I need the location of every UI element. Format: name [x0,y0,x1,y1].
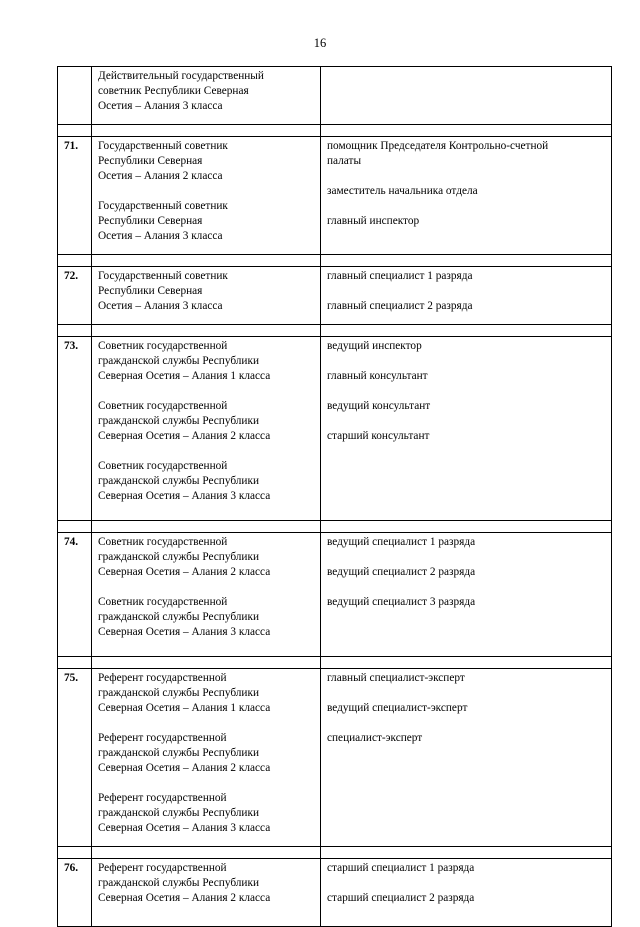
group-spacer [327,580,605,595]
class-rank-line: гражданской службы Республики [98,687,259,699]
position-line: главный специалист 1 разряда [327,270,473,282]
class-rank-line: гражданской службы Республики [98,551,259,563]
group-spacer [98,384,314,399]
position-line: ведущий специалист 2 разряда [327,566,476,578]
class-rank-line: Действительный государственный [98,70,264,82]
group-spacer [327,284,605,299]
table-row [58,669,612,847]
class-rank [98,139,314,184]
class-rank-line: Республики Северная [98,155,203,167]
group-spacer [327,169,605,184]
separator-cell [58,657,92,669]
position [327,269,605,284]
row-number [58,67,92,125]
ranks-table-body [58,67,612,927]
group-spacer [98,184,314,199]
position-line: главный специалист-эксперт [327,672,465,684]
row-number: 72. [58,267,92,325]
class-rank-line: Северная Осетия – Алания 1 класса [98,370,271,382]
position-line: ведущий специалист 1 разряда [327,536,476,548]
position-cell [321,267,612,325]
separator-cell [58,847,92,859]
class-rank-cell [92,859,321,927]
class-rank [98,731,314,776]
class-rank-line: Государственный советник [98,200,228,212]
table-row [58,859,612,927]
separator-cell [321,521,612,533]
class-rank-line: Северная Осетия – Алания 1 класса [98,702,271,714]
separator-cell [321,847,612,859]
class-rank-line: Референт государственной [98,792,227,804]
position [327,891,605,906]
class-rank-line: Советник государственной [98,460,228,472]
class-rank-line: Северная Осетия – Алания 3 класса [98,822,271,834]
class-rank-line: Северная Осетия – Алания 3 класса [98,626,271,638]
row-number: 71. [58,137,92,255]
position [327,299,605,314]
class-rank-line: Республики Северная [98,285,203,297]
position-line: старший консультант [327,430,430,442]
class-rank [98,791,314,836]
class-rank-cell [92,533,321,657]
group-spacer [327,876,605,891]
class-rank-line: Осетия – Алания 2 класса [98,170,223,182]
position [327,701,605,716]
table-row [58,533,612,657]
group-spacer [327,414,605,429]
position-line: палаты [327,155,362,167]
class-rank [98,459,314,504]
class-rank-cell [92,267,321,325]
position-cell [321,669,612,847]
class-rank-line: Осетия – Алания 3 класса [98,100,223,112]
group-spacer [98,444,314,459]
class-rank-line: гражданской службы Республики [98,355,259,367]
group-spacer [327,384,605,399]
separator-cell [92,255,321,267]
position-line: специалист-эксперт [327,732,423,744]
class-rank [98,861,314,906]
row-number: 74. [58,533,92,657]
class-rank [98,199,314,244]
class-rank-line: Осетия – Алания 3 класса [98,300,223,312]
class-rank-line: Государственный советник [98,140,228,152]
separator-cell [321,125,612,137]
table-row [58,137,612,255]
separator-cell [92,847,321,859]
class-rank-cell [92,669,321,847]
position-line: заместитель начальника отдела [327,185,478,197]
position [327,399,605,414]
position [327,595,605,610]
row-number: 75. [58,669,92,847]
position [327,139,605,169]
class-rank-line: Советник государственной [98,340,228,352]
separator-cell [58,255,92,267]
position [327,535,605,550]
position-line: старший специалист 2 разряда [327,892,475,904]
class-rank-line: Республики Северная [98,215,203,227]
position-line: главный инспектор [327,215,420,227]
position-line: главный специалист 2 разряда [327,300,473,312]
position-cell [321,859,612,927]
page-number: 16 [313,36,327,50]
row-separator [58,325,612,337]
position [327,214,605,229]
class-rank-line: гражданской службы Республики [98,611,259,623]
class-rank-line: Северная Осетия – Алания 2 класса [98,566,271,578]
row-separator [58,521,612,533]
row-number: 76. [58,859,92,927]
position-line: ведущий консультант [327,400,431,412]
class-rank-line: Советник государственной [98,400,228,412]
ranks-table [57,66,612,927]
position-cell [321,533,612,657]
class-rank-line: Референт государственной [98,862,227,874]
position-cell [321,337,612,521]
position [327,671,605,686]
separator-cell [92,325,321,337]
row-separator [58,255,612,267]
position-cell [321,137,612,255]
position [327,861,605,876]
class-rank-cell [92,337,321,521]
group-spacer [98,580,314,595]
class-rank-line: Референт государственной [98,672,227,684]
position [327,731,605,746]
separator-cell [58,325,92,337]
position [327,565,605,580]
separator-cell [92,657,321,669]
class-rank-line: Северная Осетия – Алания 3 класса [98,490,271,502]
class-rank-line: Государственный советник [98,270,228,282]
class-rank [98,671,314,716]
position-line: ведущий специалист-эксперт [327,702,468,714]
position-cell [321,67,612,125]
class-rank-line: гражданской службы Республики [98,807,259,819]
class-rank-line: Советник государственной [98,536,228,548]
class-rank-line: советник Республики Северная [98,85,249,97]
class-rank-line: Референт государственной [98,732,227,744]
group-spacer [327,354,605,369]
position-line: главный консультант [327,370,428,382]
position-line: ведущий специалист 3 разряда [327,596,476,608]
class-rank-line: Осетия – Алания 3 класса [98,230,223,242]
table-row [58,267,612,325]
class-rank-cell [92,67,321,125]
class-rank [98,595,314,640]
position [327,184,605,199]
separator-cell [321,255,612,267]
separator-cell [92,125,321,137]
class-rank [98,339,314,384]
position-line: помощник Председателя Контрольно-счетной [327,140,549,152]
class-rank-line: гражданской службы Республики [98,877,259,889]
table-row [58,67,612,125]
separator-cell [321,325,612,337]
class-rank-cell [92,137,321,255]
position [327,339,605,354]
group-spacer [327,686,605,701]
separator-cell [58,521,92,533]
class-rank-line: гражданской службы Республики [98,747,259,759]
class-rank [98,535,314,580]
class-rank-line: гражданской службы Республики [98,415,259,427]
group-spacer [327,550,605,565]
position [327,429,605,444]
table-row [58,337,612,521]
class-rank [98,269,314,314]
class-rank-line: Северная Осетия – Алания 2 класса [98,430,271,442]
row-number: 73. [58,337,92,521]
position-line: старший специалист 1 разряда [327,862,475,874]
group-spacer [327,199,605,214]
group-spacer [98,776,314,791]
separator-cell [321,657,612,669]
position [327,369,605,384]
row-separator [58,657,612,669]
class-rank [98,399,314,444]
class-rank-line: Советник государственной [98,596,228,608]
row-separator [58,125,612,137]
position-line: ведущий инспектор [327,340,422,352]
class-rank-line: Северная Осетия – Алания 2 класса [98,762,271,774]
class-rank [98,69,314,114]
class-rank-line: гражданской службы Республики [98,475,259,487]
group-spacer [98,716,314,731]
separator-cell [58,125,92,137]
row-separator [58,847,612,859]
class-rank-line: Северная Осетия – Алания 2 класса [98,892,271,904]
separator-cell [92,521,321,533]
group-spacer [327,716,605,731]
